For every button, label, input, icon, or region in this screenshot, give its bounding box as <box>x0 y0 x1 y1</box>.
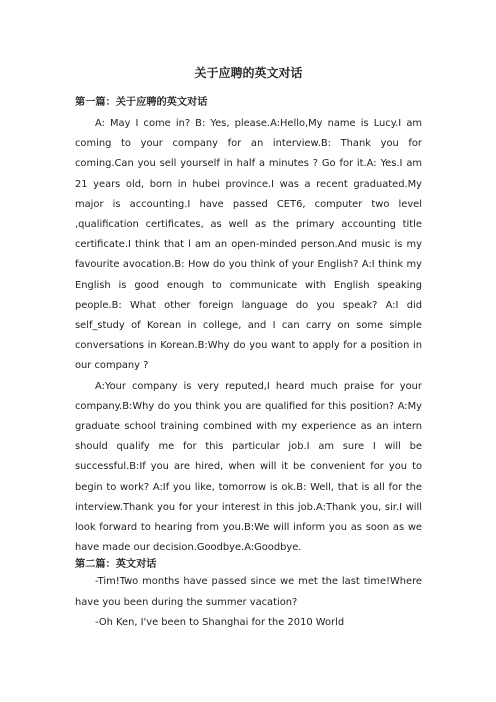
section-2-paragraph-2: -Oh Ken, I've been to Shanghai for the 2010 World <box>95 616 345 628</box>
section-1-heading: 第一篇：关于应聘的英文对话 <box>75 97 208 108</box>
section-2-heading: 第二篇：英文对话 <box>75 559 157 571</box>
section-1-paragraph-2: A:Your company is very reputed,I heard much praise for your company.B:Why do you think you are qualified for this position? A:My graduate school training combined with my experience as an intern should qualify me for this particular job.I am sure I will be successful.B:If you are hired, when will it be convenient for you to begin to work? A:If you like, tomorrow is ok.B: Well, that is all for the interview.Thank you for your interest in this job.A:Thank you, sir.I will look forward to hearing from you.B:We will inform you as soon as we have made our decision.Goodbye.A:Goodbye. <box>75 380 422 554</box>
section-2-paragraph-1: -Tim!Two months have passed since we met the last time!Where have you been during the summer vacation? <box>75 576 422 608</box>
section-2 <box>75 558 422 633</box>
document-title: 关于应聘的英文对话 <box>194 66 303 80</box>
section-1-paragraph-1: A: May I come in? B: Yes, please.A:Hello,My name is Lucy.I am coming to your company for an interview.B: Thank you for coming.Can you sell yourself in half a minutes ? Go for it.A: Yes.I am 21 years old, born in hubei province.I was a recent graduated.My major is accounting.I have passed CET6, computer two level ,qualification certificates, as well as the primary accounting title certificate.I think that l am an open-minded person.And music is my favourite avocation.B: How do you think of your English? A:I think my English is good enough to communicate with English speaking people.B: What other foreign language do you speak? A:I did self_study of Korean in college, and I can carry on some simple conversations in Korean.B:Why do you want to apply for a position in our company ? <box>75 118 422 372</box>
section-1 <box>75 96 422 558</box>
